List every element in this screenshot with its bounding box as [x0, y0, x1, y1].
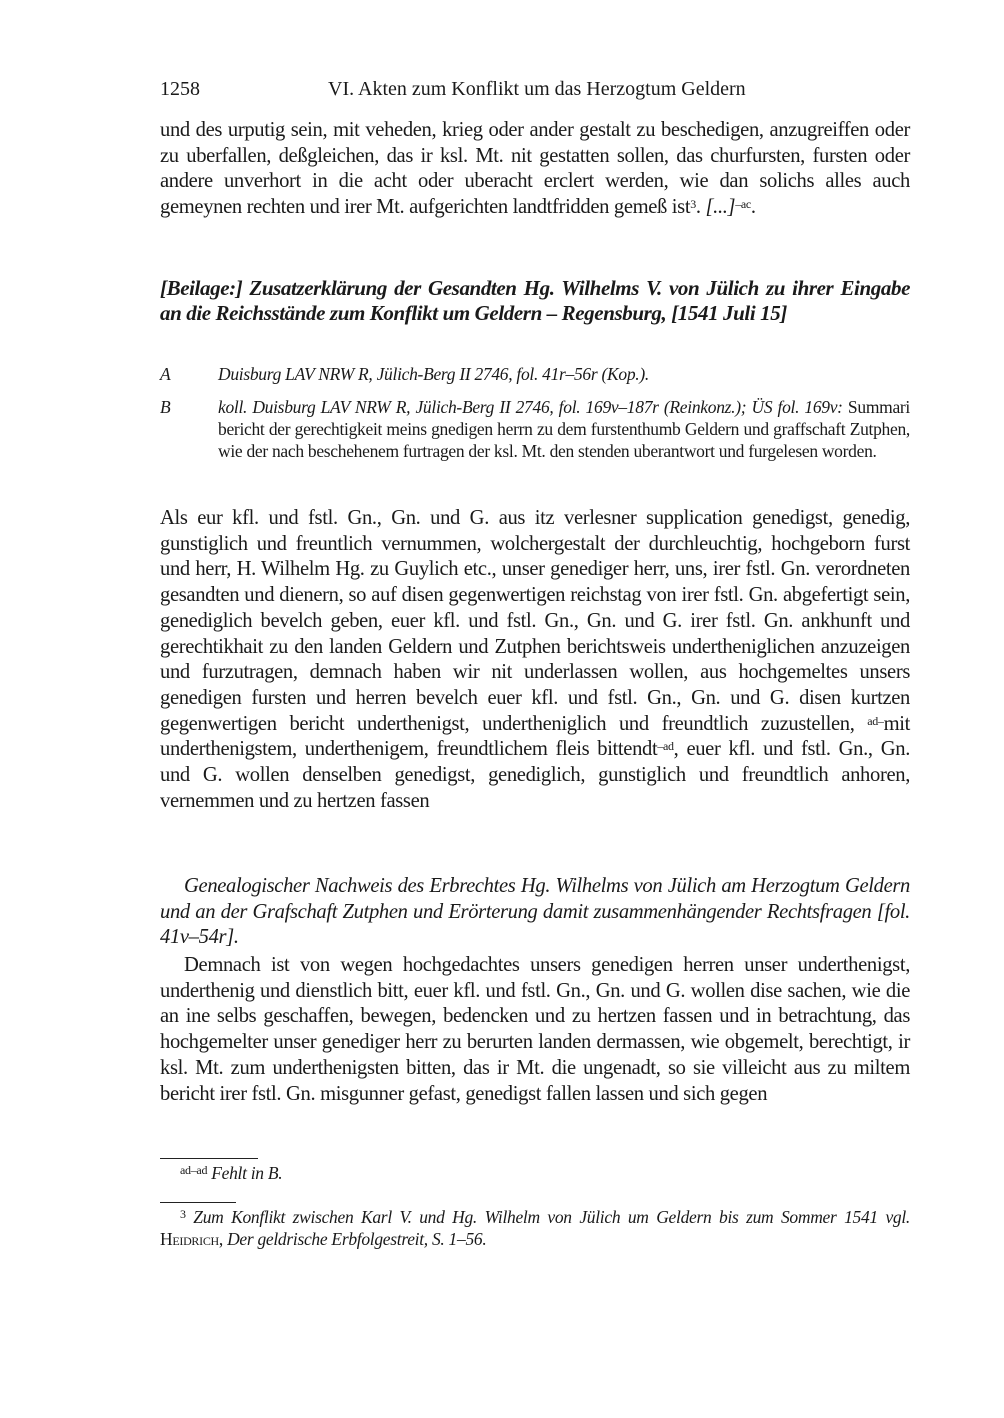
textcrit-ref[interactable]: –ac — [735, 197, 751, 212]
footnote-mark: ad–ad — [180, 1163, 208, 1177]
source-text-roman: Summari bericht der gerechtigkeit meins gnedigen herrn zu dem furstenthumb Geldern und graffschaft Zutphen, wie der nach beschehenem furtragen der ksl. Mt. den stenden uberantwort und furgelesen worden. — [218, 397, 910, 461]
footnote-ref[interactable]: 3 — [690, 197, 696, 212]
running-header — [160, 78, 910, 108]
source-text-italic: koll. Duisburg LAV NRW R, Jülich-Berg II 2746, fol. 169v–187r (Reinkonz.); ÜS fol. 169v: — [218, 397, 843, 417]
source-text: Duisburg LAV NRW R, Jülich-Berg II 2746, fol. 41r–56r (Kop.). — [218, 364, 649, 384]
footnote-text: Zum Konflikt zwischen Karl V. und Hg. Wilhelm von Jülich um Geldern bis zum Sommer 1541 vgl. — [193, 1207, 911, 1227]
paragraph-demnach: Demnach ist von wegen hochgedachtes unsers genedigen herren unser underthenigst, underthenig und dienstlich bitt, euer kfl. und fstl. Gn., Gn. und G. wollen dise sachen, wie die an ine selbs geschaffen, bewegen, bedencken und zu hertzen fassen und in betrachtung, das hochgemelter unser genediger herr zu berurten landen dermassen, wie obgemelt, berechtigt, ir ksl. Mt. zum underthenigsten bitten, das ir Mt. die ungenadt, so sie villeicht aus zu miltem bericht irer fstl. Gn. misgunner gefast, genedigst fallen lassen und sich gegen — [160, 954, 910, 1105]
paragraph-sep: . — [695, 196, 706, 219]
main-text: Als eur kfl. und fstl. Gn., Gn. und G. aus itz verlesner supplication genedigst, genedig, gunstiglich und freuntlich vernummen, wolchergestalt der durchleuchtig, hochgeborn furst und herr, H. Wilhelm Hg. zu Guylich etc., unser genediger herr, uns, irer fstl. Gn. verordneten gesandten und dienern, so auf disen gegenwertigen reichstag von irer fstl. Gn. abgefertigt sein, genediglich bevelch geben, euer kfl. und fstl. Gn., Gn. und G. irer fstl. Gn. ankhunft und gerechtikhait zu den landen Geldern und Zutphen berichtsweis undertheniglichen anzuzeigen und furzutragen, demnach haben wir nit underlassen wollen, aus hochgemeltes unsers genedigen fursten und herren bevelch euer kfl. und fstl. Gn., Gn. und G. disen kurtzen gegenwertigen bericht underthenigst, undertheniglich und freundtlich zuzustellen, — [160, 507, 910, 735]
footnote-divider — [160, 1158, 258, 1159]
textcrit-open[interactable]: ad– — [867, 713, 884, 728]
source-siglum: B — [160, 397, 171, 417]
running-title: VI. Akten zum Konflikt um das Herzogtum Geldern — [328, 78, 746, 100]
paragraph-end: . — [750, 196, 756, 219]
source-siglum: A — [160, 364, 171, 384]
footnote-3 — [160, 1206, 910, 1250]
paragraph-continuation — [160, 118, 910, 221]
ellipsis: [...] — [705, 196, 736, 219]
textcrit-close[interactable]: –ad — [657, 739, 674, 754]
footnote-text: Der geldrische Erbfolgestreit, S. 1–56. — [227, 1229, 487, 1249]
footnote-divider — [160, 1202, 236, 1203]
main-text: mit underthenigstem, underthenigem, freundtlichem fleis bittendt — [160, 712, 910, 761]
textcrit-footnote — [160, 1162, 930, 1184]
main-paragraph — [160, 506, 910, 814]
separator: , — [218, 1229, 223, 1249]
paragraph-text: und des urputig sein, mit veheden, krieg oder ander gestalt zu beschedigen, anzugreiffen oder zu uberfallen, deßgleichen, das ir ksl. Mt. nit gestatten sollen, das churfursten, fursten oder andere unverhort in die acht oder uberacht erclert werden, wie dan solichs alles auch gemeynen rechten und irer Mt. aufgerichten landtfridden gemeß ist — [160, 119, 910, 219]
author-name: Heidrich — [160, 1229, 219, 1249]
footnote-mark: 3 — [180, 1207, 186, 1221]
source-b — [160, 396, 910, 462]
page-number: 1258 — [160, 78, 200, 100]
editorial-summary: Genealogischer Nachweis des Erbrechtes Hg. Wilhelms von Jülich am Herzogtum Geldern und an der Grafschaft Zutphen und Erörterung damit zusammenhängender Rechtsfragen [fol. 41v–54r]. — [160, 875, 910, 949]
main-text: , euer kfl. und fstl. Gn., Gn. und G. wollen denselben genedigst, genediglich, gunstiglich und freundtlich anhoren, vernemmen und zu hertzen fassen — [160, 738, 910, 812]
footnote-text: Fehlt in B. — [211, 1163, 283, 1183]
source-a — [160, 363, 910, 385]
document-heading: [Beilage:] Zusatzerklärung der Gesandten Hg. Wilhelms V. von Jülich zu ihrer Eingabe an die Reichsstände zum Konflikt um Geldern – Regensburg, [1541 Juli 15] — [160, 276, 910, 325]
